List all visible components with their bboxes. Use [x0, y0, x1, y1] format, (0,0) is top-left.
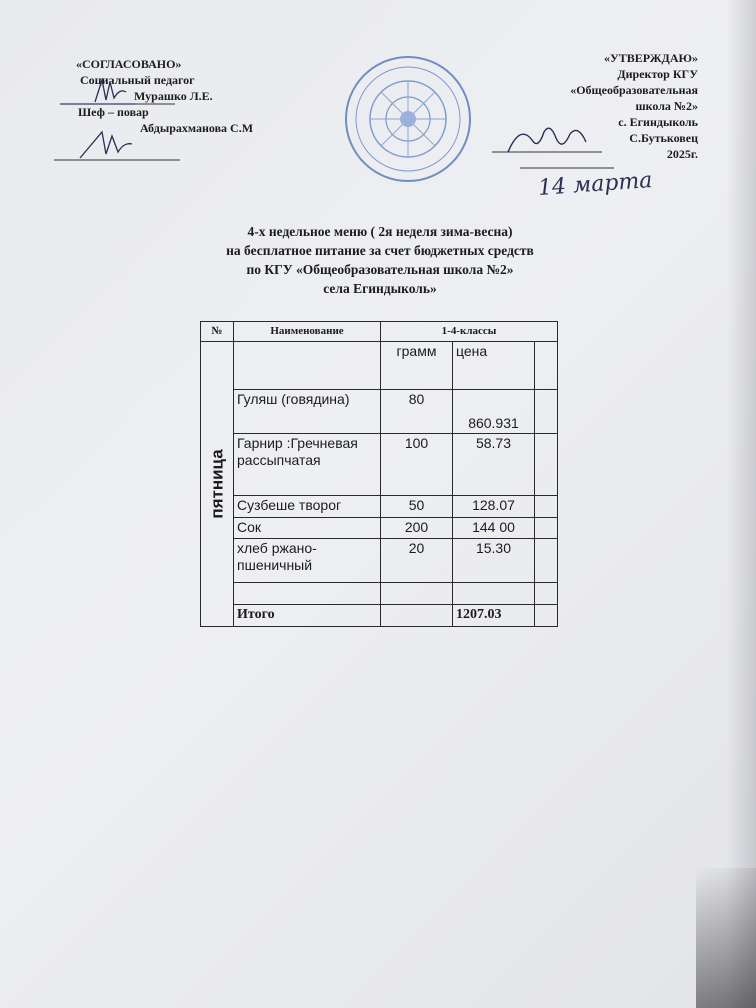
- handwritten-date: 14 марта: [537, 168, 654, 201]
- row5-name: хлеб ржано-пшеничный: [234, 539, 381, 583]
- row4-name: Сок: [234, 518, 381, 539]
- title-line3: по КГУ «Общеобразовательная школа №2»: [246, 262, 514, 277]
- official-seal: [342, 53, 474, 185]
- row1-price: 860.931: [453, 390, 535, 434]
- table-header-row: [201, 322, 558, 342]
- table-row: [201, 434, 558, 496]
- empty-price: [453, 583, 535, 605]
- page-edge-shadow: [726, 0, 756, 1008]
- total-gram: [381, 605, 453, 627]
- table-row: [201, 496, 558, 518]
- day-cell: [201, 342, 234, 627]
- row5-extra: [535, 539, 558, 583]
- row1-gram: 80: [381, 390, 453, 434]
- empty-name: [234, 583, 381, 605]
- subheader-gram: грамм: [381, 342, 453, 390]
- approval-left-line3: Шеф – повар: [78, 105, 149, 119]
- approval-right-heading: «УТВЕРЖДАЮ»: [603, 51, 698, 65]
- row1-extra: [535, 390, 558, 434]
- approval-left-heading: «СОГЛАСОВАНО»: [76, 57, 182, 71]
- approval-left-name1: Мурашко Л.Е.: [134, 89, 213, 103]
- signature-right: [490, 122, 640, 170]
- row2-price: 58.73: [453, 434, 535, 496]
- total-label: Итого: [234, 605, 381, 627]
- row5-gram: 20: [381, 539, 453, 583]
- title-line2: на бесплатное питание за счет бюджетных средств: [226, 243, 534, 258]
- table-row-empty: [201, 583, 558, 605]
- approval-left-name2: Абдырахманова С.М: [140, 121, 254, 135]
- total-extra: [535, 605, 558, 627]
- menu-table: [200, 321, 558, 627]
- row3-gram: 50: [381, 496, 453, 518]
- row2-name: Гарнир :Гречневая рассыпчатая: [234, 434, 381, 496]
- background-corner: [696, 868, 756, 1008]
- total-row: [201, 605, 558, 627]
- empty-extra: [535, 583, 558, 605]
- table-row: [201, 539, 558, 583]
- approval-left-line1: Социальный педагог: [80, 73, 195, 87]
- row3-name: Сузбеше творог: [234, 496, 381, 518]
- approval-right-line3: школа №2»: [635, 99, 698, 113]
- total-value: 1207.03: [453, 605, 535, 627]
- approval-right-line1: Директор КГУ: [617, 67, 698, 81]
- row5-price: 15.30: [453, 539, 535, 583]
- header-name: Наименование: [234, 322, 381, 342]
- header-num: №: [201, 322, 234, 342]
- table-row: [201, 390, 558, 434]
- subheader-empty: [234, 342, 381, 390]
- table-subheader-row: [201, 342, 558, 390]
- day-label: пятница: [207, 449, 227, 519]
- subheader-price: цена: [453, 342, 535, 390]
- row3-price: 128.07: [453, 496, 535, 518]
- approval-right-year: 2025г.: [666, 147, 698, 161]
- subheader-extra: [535, 342, 558, 390]
- signature-left: [40, 62, 200, 162]
- row4-gram: 200: [381, 518, 453, 539]
- approval-right-line2: «Общеобразовательная: [570, 83, 698, 97]
- approval-right-line4: с. Егиндыколь: [618, 115, 698, 129]
- title-line4: села Егиндыколь»: [323, 281, 437, 296]
- empty-gram: [381, 583, 453, 605]
- title-line1: 4-х недельное меню ( 2я неделя зима-весна): [247, 224, 513, 239]
- table-row: [201, 518, 558, 539]
- row4-extra: [535, 518, 558, 539]
- row2-gram: 100: [381, 434, 453, 496]
- document-title: [150, 222, 610, 298]
- row3-extra: [535, 496, 558, 518]
- approval-right-name: С.Бутьковец: [629, 131, 698, 145]
- row1-name: Гуляш (говядина): [234, 390, 381, 434]
- header-classes: 1-4-классы: [381, 322, 558, 342]
- row4-price: 144 00: [453, 518, 535, 539]
- row2-extra: [535, 434, 558, 496]
